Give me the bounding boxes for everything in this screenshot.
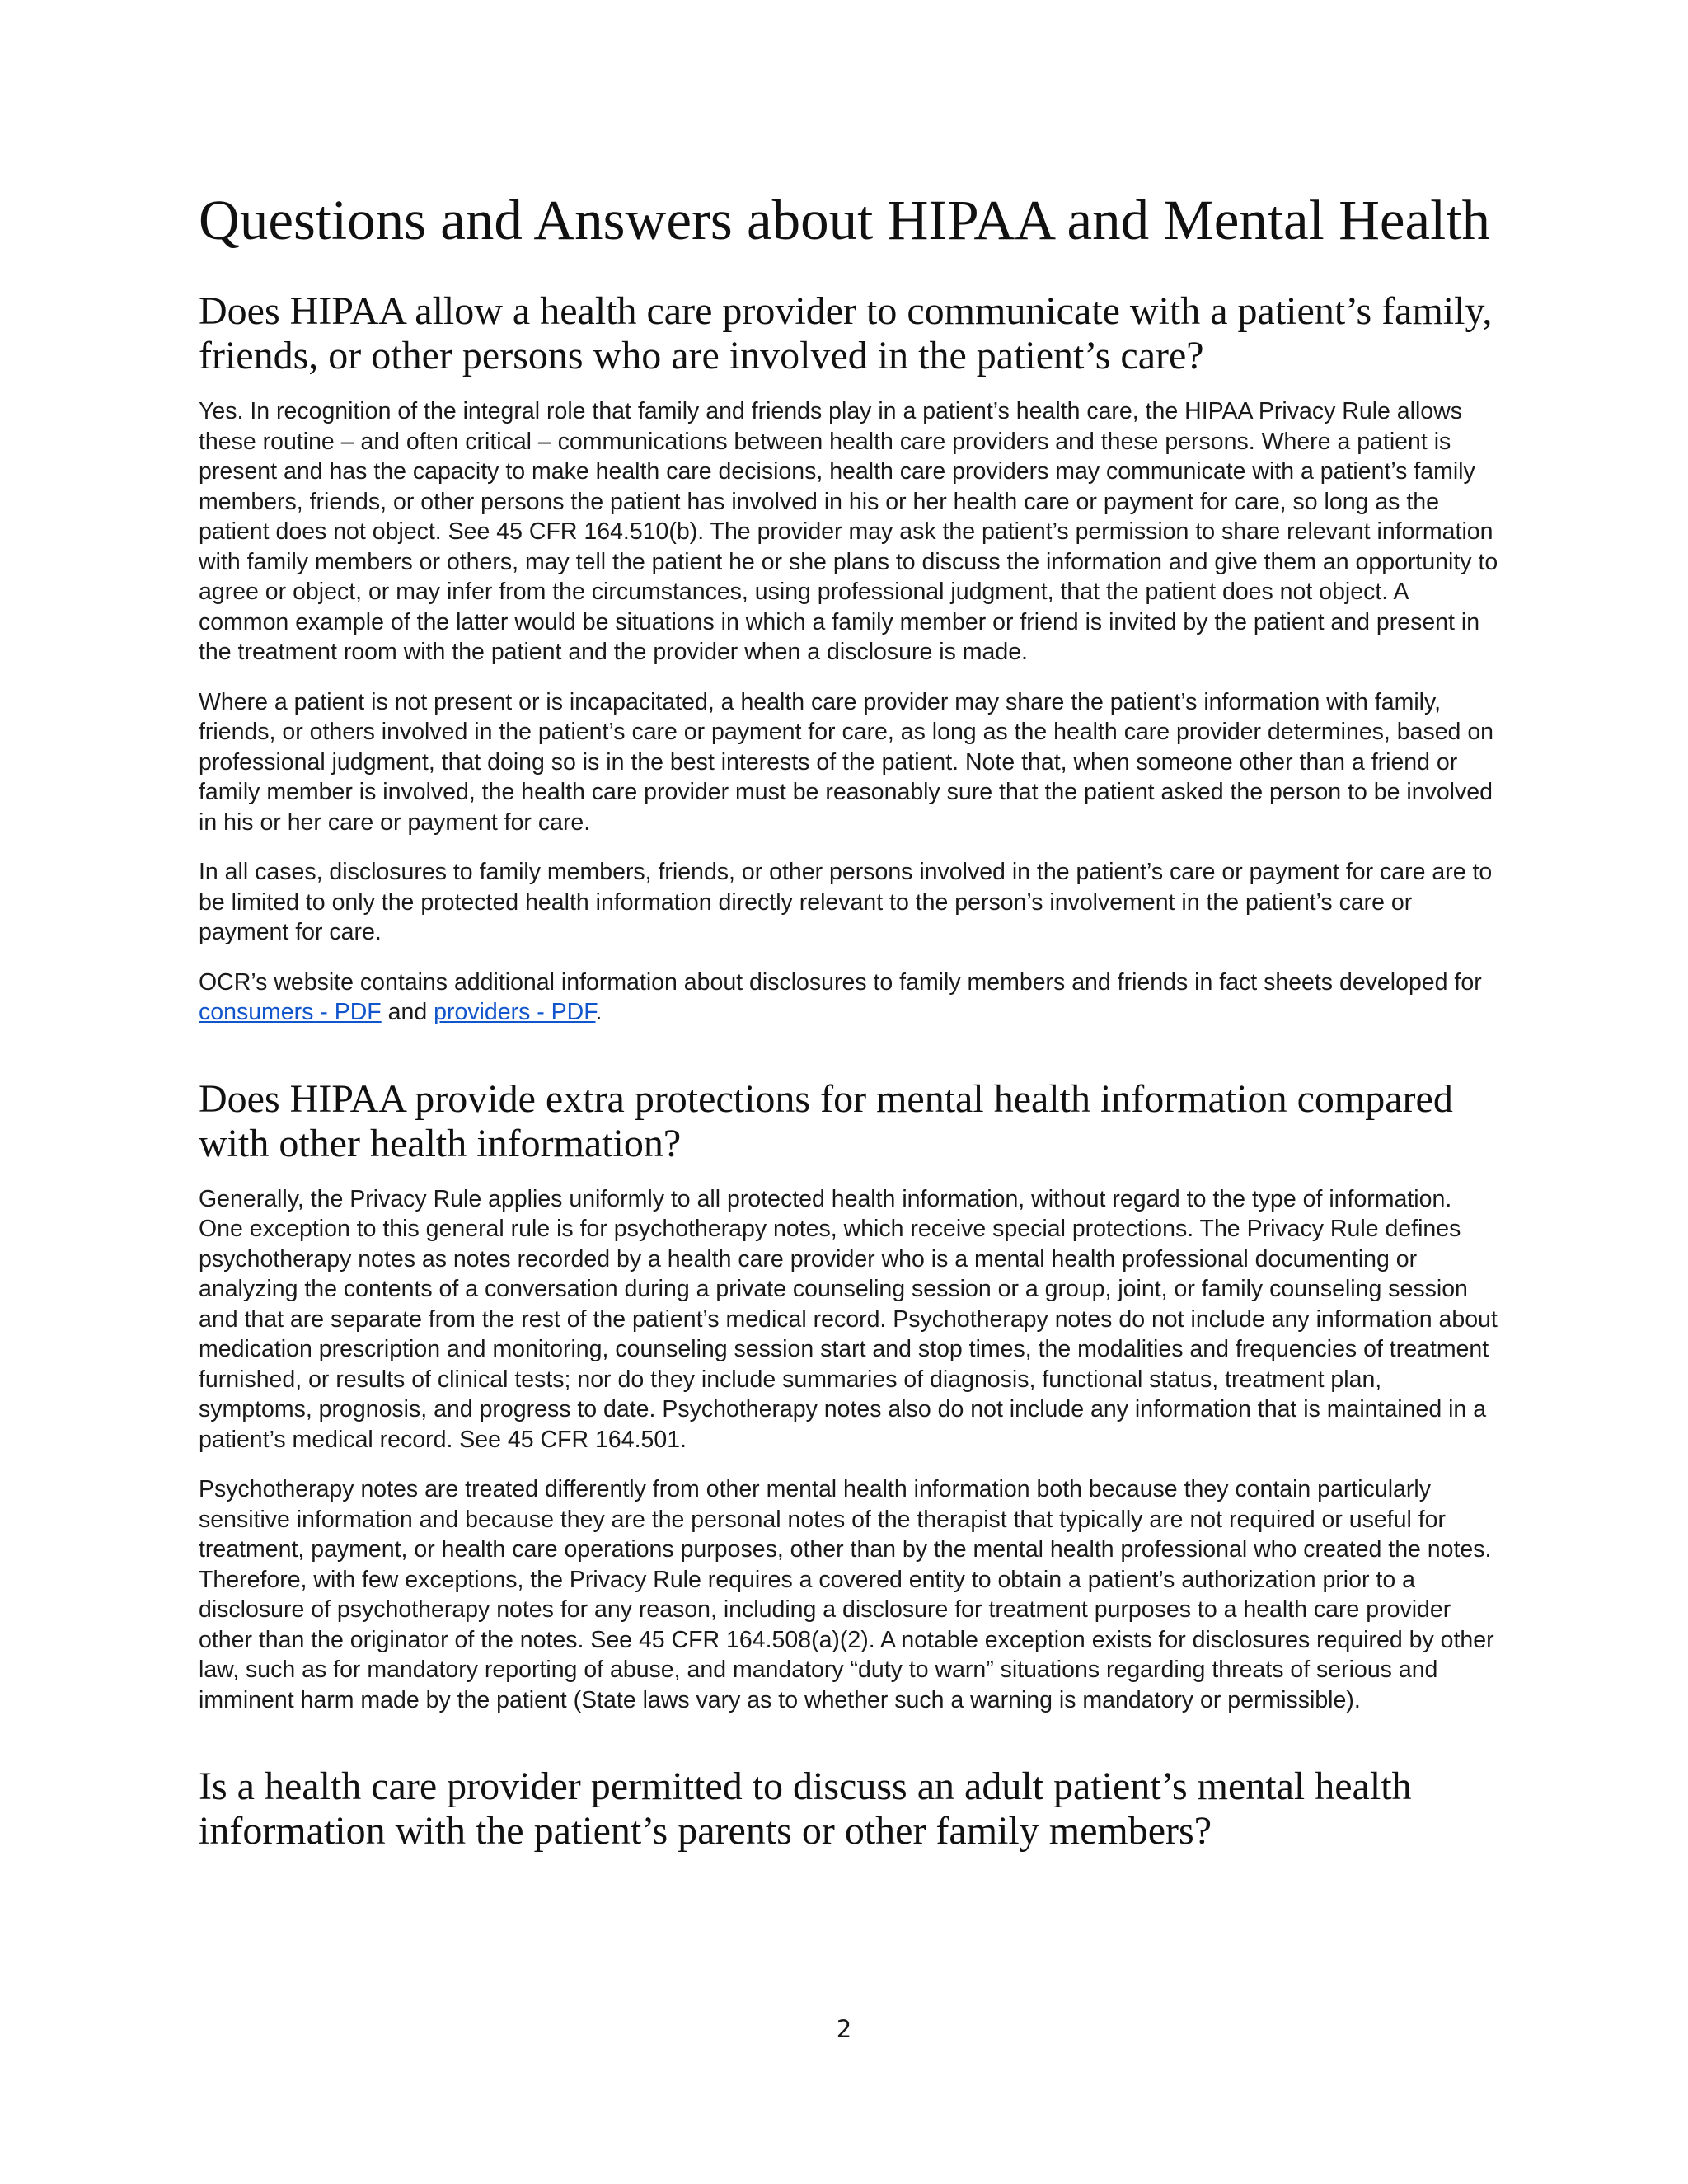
paragraph-text: OCR’s website contains additional information about disclosures to family members and friends in fact sheets developed for xyxy=(199,968,1482,996)
section-heading: Is a health care provider permitted to discuss an adult patient’s mental health information with the patient’s parents or other family members? xyxy=(199,1765,1412,1854)
paragraph: Where a patient is not present or is incapacitated, a health care provider may share the patient’s information with family, friends, or others involved in the patient’s care or payment for care, as long as the health care provider determines, based on professional judgment, that doing so is in the best interests of the patient. Note that, when someone other than a friend or family member is involved, the health care provider must be reasonably sure that the patient asked the person to be involved in his or her care or payment for care. xyxy=(199,688,1494,836)
section-family-communication xyxy=(199,289,1501,1028)
paragraph-text: and xyxy=(381,999,434,1026)
section-heading: Does HIPAA allow a health care provider to communicate with a patient’s family, friends, or other persons who are involved in the patient’s care? xyxy=(199,289,1493,378)
ocr-resources-paragraph xyxy=(199,968,1501,1028)
paragraph: In all cases, disclosures to family members, friends, or other persons involved in the patient’s care or payment for care are to be limited to only the protected health information directly relevant to the person’s involvement in the patient’s care or payment for care. xyxy=(199,859,1493,946)
providers-pdf-link[interactable]: providers - PDF xyxy=(434,999,596,1026)
document-content xyxy=(199,188,1501,1872)
section-heading: Does HIPAA provide extra protections for mental health information compared with other health information? xyxy=(199,1076,1453,1165)
paragraph: Psychotherapy notes are treated differently from other mental health information both because they contain particularly sensitive information and because they are the personal notes of the therapist that typically are not required or useful for treatment, payment, or health care operations purposes, other than by the mental health professional who created the notes. Therefore, with few exceptions, the Privacy Rule requires a covered entity to obtain a patient’s authorization prior to a disclosure of psychotherapy notes for any reason, including a disclosure for treatment purposes to a health care provider other than the originator of the notes. See 45 CFR 164.508(a)(2). A notable exception exists for disclosures required by other law, such as for mandatory reporting of abuse, and mandatory “duty to warn” situations regarding threats of serious and imminent harm made by the patient (State laws vary as to whether such a warning is mandatory or permissible). xyxy=(199,1476,1494,1713)
section-adult-patient-family xyxy=(199,1765,1501,1854)
page-number: 2 xyxy=(836,2015,852,2043)
section-mental-health-protections xyxy=(199,1077,1501,1716)
consumers-pdf-link[interactable]: consumers - PDF xyxy=(199,999,382,1026)
paragraph: Generally, the Privacy Rule applies uniformly to all protected health information, without regard to the type of information. One exception to this general rule is for psychotherapy notes, which receive special protections. The Privacy Rule defines psychotherapy notes as notes recorded by a health care provider who is a mental health professional documenting or analyzing the contents of a conversation during a private counseling session or a group, joint, or family counseling session and that are separate from the rest of the patient’s medical record. Psychotherapy notes do not include any information about medication prescription and monitoring, counseling session start and stop times, the modalities and frequencies of treatment furnished, or results of clinical tests; nor do they include summaries of diagnosis, functional status, treatment plan, symptoms, prognosis, and progress to date. Psychotherapy notes also do not include any information that is maintained in a patient’s medical record. See 45 CFR 164.501. xyxy=(199,1185,1498,1453)
paragraph: Yes. In recognition of the integral role that family and friends play in a patient’s health care, the HIPAA Privacy Rule allows these routine – and often critical – communications between health care providers and these persons. Where a patient is present and has the capacity to make health care decisions, health care providers may communicate with a patient’s family members, friends, or other persons the patient has involved in his or her health care or payment for care, so long as the patient does not object. See 45 CFR 164.510(b). The provider may ask the patient’s permission to share relevant information with family members or others, may tell the patient he or she plans to discuss the information and give them an opportunity to agree or object, or may infer from the circumstances, using professional judgment, that the patient does not object. A common example of the latter would be situations in which a family member or friend is invited by the patient and present in the treatment room with the patient and the provider when a disclosure is made. xyxy=(199,398,1498,666)
paragraph-text: . xyxy=(595,999,603,1026)
document-title: Questions and Answers about HIPAA and Mental Health xyxy=(199,189,1491,251)
